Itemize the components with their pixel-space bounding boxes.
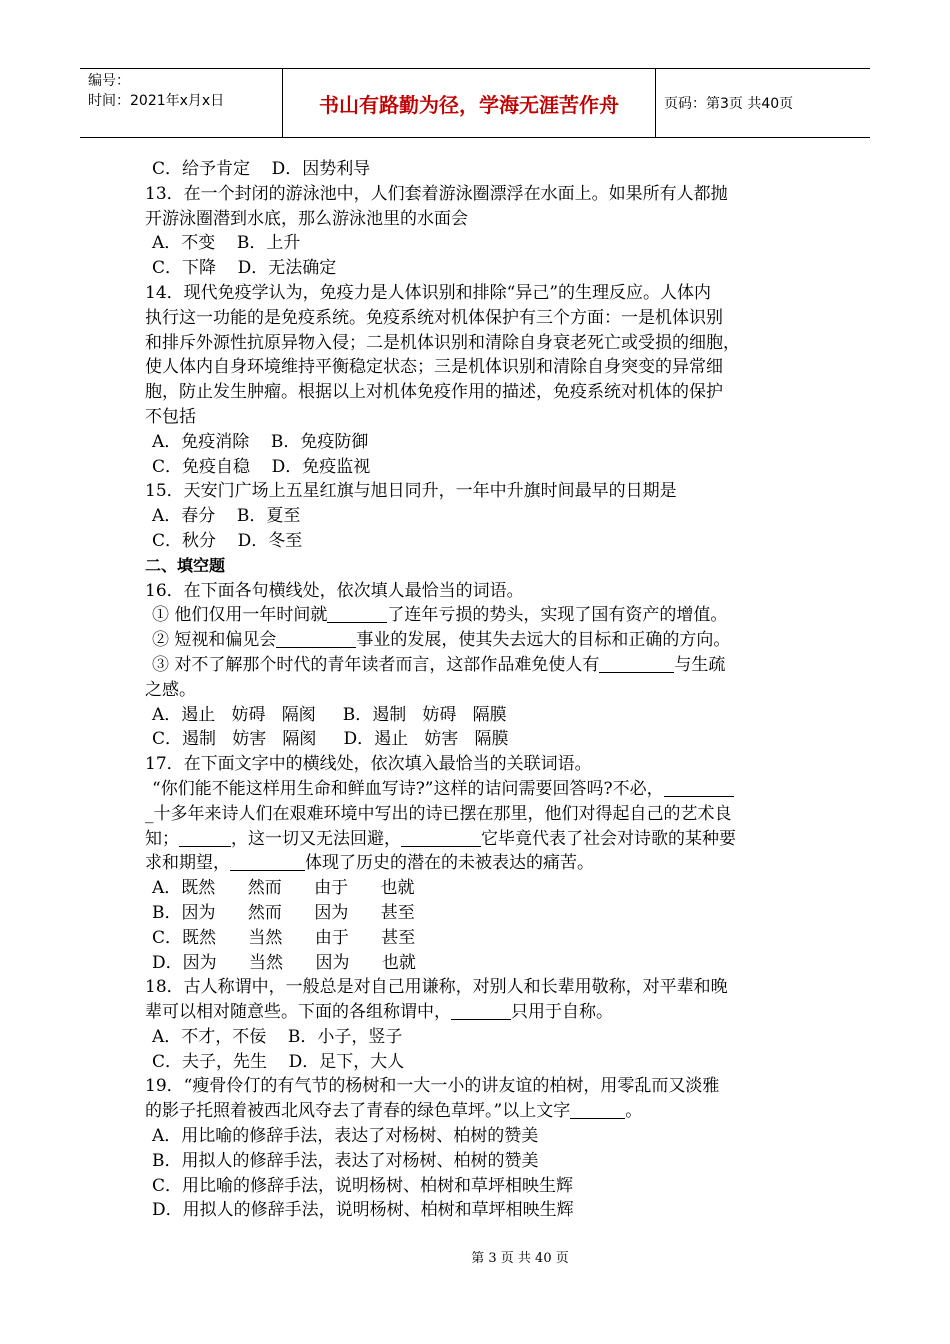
page-footer: 第 3 页 共 40 页 <box>471 1251 569 1266</box>
question-17-passage <box>145 777 815 802</box>
header-motto: 书山有路勤为径，学海无涯苦作舟 <box>283 69 656 137</box>
fill-blank <box>451 1001 511 1020</box>
fill-blank <box>401 828 481 847</box>
option-line: A．遏止 妨碍 隔阂 B．遏制 妨碍 隔膜 <box>152 704 507 725</box>
passage-text: 求和期望， <box>145 853 230 874</box>
passage-text: 体现了历史的潜在的未被表达的痛苦。 <box>305 853 594 874</box>
fill-blank <box>664 778 734 797</box>
question-14-cont: 和排斥外源性抗原异物入侵；二是机体识别和清除自身衰老死亡或受损的细胞， <box>145 332 740 353</box>
option-line: C．用比喻的修辞手法，说明杨树、柏树和草坪相映生辉 <box>152 1175 574 1196</box>
question-16-sentence-3 <box>145 653 815 678</box>
option-line: C．给予肯定 D．因势利导 <box>152 159 371 179</box>
question-18-cont <box>145 1000 815 1025</box>
question-text: 的影子托照着被西北风夺去了青春的绿色草坪。”以上文字 <box>145 1101 571 1122</box>
sentence-text: ② 短视和偏见会 <box>152 630 277 651</box>
option-line: A．不变 B．上升 <box>152 233 301 254</box>
question-13: 13．在一个封闭的游泳池中，人们套着游泳圈漂浮在水面上。如果所有人都抛 <box>145 183 728 204</box>
question-17: 17．在下面文字中的横线处，依次填入最恰当的关联词语。 <box>145 754 592 775</box>
question-16-sentence-2 <box>145 628 815 653</box>
question-14: 14．现代免疫学认为，免疫力是人体识别和排除“异己”的生理反应。人体内 <box>145 282 712 303</box>
option-line: A．既然 然而 由于 也就 <box>152 878 415 899</box>
sentence-text: 与生疏 <box>674 654 726 675</box>
option-line: C．下降 D．无法确定 <box>152 258 337 279</box>
option-line: A．免疫消除 B．免疫防御 <box>152 431 369 452</box>
page-header <box>80 68 870 138</box>
option-line: B．用拟人的修辞手法，表达了对杨树、柏树的赞美 <box>152 1150 539 1171</box>
question-14-cont: 不包括 <box>145 406 196 427</box>
option-line: A．春分 B．夏至 <box>152 506 301 527</box>
sentence-text: ③ 对不了解那个时代的青年读者而言，这部作品难免使人有 <box>152 654 600 675</box>
passage-text: 它毕竟代表了社会对诗歌的某种要 <box>481 828 736 849</box>
question-19-cont <box>145 1099 815 1124</box>
option-line: A．用比喻的修辞手法，表达了对杨树、柏树的赞美 <box>152 1126 539 1147</box>
fill-blank <box>327 604 387 623</box>
option-line: C．既然 当然 由于 甚至 <box>152 927 416 948</box>
question-17-passage <box>145 827 815 852</box>
option-line: A．不才，不佞 B．小子，竖子 <box>152 1026 403 1047</box>
sentence-text: ① 他们仅用一年时间就 <box>152 605 328 626</box>
header-page-number: 页码：第3页 共40页 <box>664 96 794 112</box>
header-number: 编号： <box>88 73 130 89</box>
question-16-sentence-1 <box>145 603 815 628</box>
question-text: 只用于自称。 <box>511 1002 613 1023</box>
fill-blank <box>570 1100 625 1119</box>
question-14-cont: 使人体内自身环境维持平衡稳定状态；三是机体识别和清除自身突变的异常细 <box>145 357 723 378</box>
question-14-cont: 胞，防止发生肿瘤。根据以上对机体免疫作用的描述，免疫系统对机体的保护 <box>145 382 723 403</box>
option-line: D．因为 当然 因为 也就 <box>152 952 416 973</box>
passage-text: 知； <box>145 828 179 849</box>
document-body <box>145 157 815 1223</box>
question-13-cont: 开游泳圈潜到水底，那么游泳池里的水面会 <box>145 208 468 229</box>
fill-blank <box>599 654 674 673</box>
section-heading: 二、填空题 <box>145 555 226 575</box>
fill-blank <box>179 828 231 847</box>
option-line: C．遏制 妨害 隔阂 D．遏止 妨害 隔膜 <box>152 729 509 750</box>
option-line: C．夫子，先生 D．足下，大人 <box>152 1051 405 1072</box>
fill-blank <box>276 629 356 648</box>
passage-text: “你们能不能这样用生命和鲜血写诗?”这样的诘问需要回答吗?不必， <box>152 778 664 799</box>
header-meta <box>80 69 283 137</box>
passage-text: ，这一切又无法回避， <box>231 828 401 849</box>
sentence-text: 事业的发展，使其失去远大的目标和正确的方向。 <box>356 630 731 651</box>
fill-blank <box>230 852 305 871</box>
option-line: B．因为 然而 因为 甚至 <box>152 902 415 923</box>
question-text: 。 <box>625 1101 643 1122</box>
question-17-passage <box>145 851 815 876</box>
question-19: 19．“瘦骨伶仃的有气节的杨树和一大一小的讲友谊的柏树，用零乱而又淡雅 <box>145 1076 720 1097</box>
question-text: 辈可以相对随意些。下面的各组称谓中， <box>145 1002 451 1023</box>
question-18: 18．古人称谓中，一般总是对自己用谦称，对别人和长辈用敬称，对平辈和晚 <box>145 977 728 998</box>
option-line: C．秋分 D．冬至 <box>152 530 303 551</box>
sentence-text: 了连年亏损的势头，实现了国有资产的增值。 <box>387 605 728 626</box>
question-16-cont: 之感。 <box>145 679 196 700</box>
option-line: C．免疫自稳 D．免疫监视 <box>152 456 371 477</box>
header-time: 时间：2021年x月x日 <box>88 93 225 109</box>
option-line: D．用拟人的修辞手法，说明杨树、柏树和草坪相映生辉 <box>152 1200 574 1221</box>
question-16: 16．在下面各句横线处，依次填人最恰当的词语。 <box>145 580 524 601</box>
question-15: 15．天安门广场上五星红旗与旭日同升，一年中升旗时间最早的日期是 <box>145 481 677 502</box>
question-17-passage: _十多年来诗人们在艰难环境中写出的诗已摆在那里，他们对得起自己的艺术良 <box>145 803 732 824</box>
question-14-cont: 执行这一功能的是免疫系统。免疫系统对机体保护有三个方面：一是机体识别 <box>145 307 723 328</box>
